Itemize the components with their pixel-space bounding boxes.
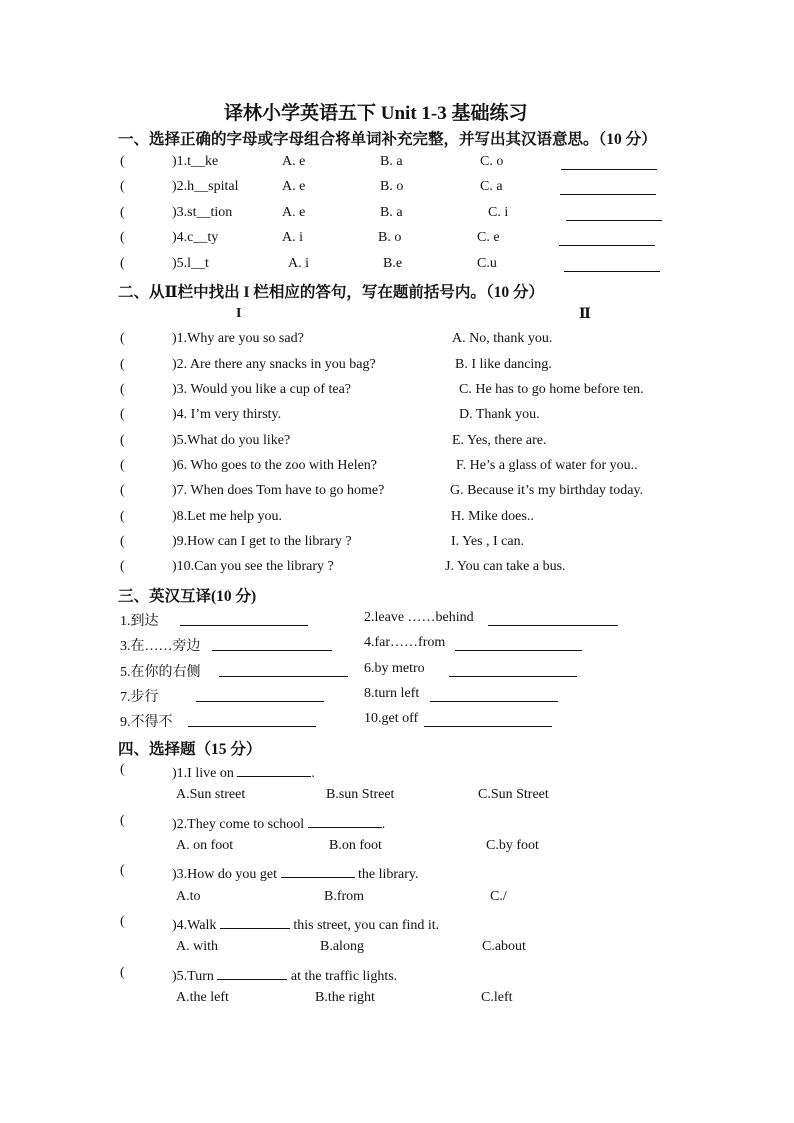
translation-item: 3.在……旁边 bbox=[120, 639, 201, 654]
answer-option: J. You can take a bus. bbox=[445, 559, 566, 574]
answer-option: A. No, thank you. bbox=[452, 331, 553, 346]
option-c: C. i bbox=[488, 205, 509, 220]
open-paren: ( bbox=[120, 914, 125, 929]
question-line bbox=[172, 914, 439, 934]
option-c: C. o bbox=[480, 154, 504, 169]
question-text: )1.I live on bbox=[172, 766, 238, 781]
column-1-header: I bbox=[236, 306, 242, 321]
translation-item: 4.far……from bbox=[364, 635, 446, 650]
question-text: )10.Can you see the library ? bbox=[172, 559, 334, 574]
option-c: C.left bbox=[481, 990, 513, 1005]
section-2-heading: 二、从Ⅱ栏中找出 I 栏相应的答句，写在题前括号内。（10 分） bbox=[118, 284, 544, 301]
open-paren: ( bbox=[120, 205, 125, 220]
question-text-end: . bbox=[311, 766, 315, 781]
option-a: A.Sun street bbox=[176, 787, 246, 802]
open-paren: ( bbox=[120, 813, 125, 828]
answer-blank[interactable] bbox=[281, 863, 355, 878]
answer-blank[interactable] bbox=[424, 712, 552, 727]
answer-blank[interactable] bbox=[188, 712, 316, 727]
open-paren: ( bbox=[120, 331, 125, 346]
column-2-header: Ⅱ bbox=[579, 307, 591, 322]
translation-item: 8.turn left bbox=[364, 686, 420, 701]
page-title: 译林小学英语五下 Unit 1-3 基础练习 bbox=[224, 103, 528, 124]
question-text: )6. Who goes to the zoo with Helen? bbox=[172, 458, 378, 473]
answer-blank[interactable] bbox=[308, 813, 382, 828]
question-text: )3.st__tion bbox=[172, 205, 233, 220]
option-c: C.u bbox=[477, 256, 497, 271]
open-paren: ( bbox=[120, 382, 125, 397]
option-a: A.to bbox=[176, 889, 201, 904]
question-line bbox=[172, 813, 385, 833]
answer-blank[interactable] bbox=[217, 965, 287, 980]
option-b: B.from bbox=[324, 889, 365, 904]
question-text: )9.How can I get to the library ? bbox=[172, 534, 352, 549]
answer-blank[interactable] bbox=[430, 687, 558, 702]
option-b: B.along bbox=[320, 939, 364, 954]
option-c: C.Sun Street bbox=[478, 787, 549, 802]
option-a: A.the left bbox=[176, 990, 229, 1005]
open-paren: ( bbox=[120, 762, 125, 777]
open-paren: ( bbox=[120, 559, 125, 574]
question-text: )5.l__t bbox=[172, 256, 209, 271]
section-1-heading: 一、选择正确的字母或字母组合将单词补充完整，并写出其汉语意思。（10 分） bbox=[118, 131, 657, 148]
open-paren: ( bbox=[120, 357, 125, 372]
answer-option: E. Yes, there are. bbox=[452, 433, 547, 448]
open-paren: ( bbox=[120, 230, 125, 245]
answer-option: B. I like dancing. bbox=[455, 357, 552, 372]
open-paren: ( bbox=[120, 965, 125, 980]
open-paren: ( bbox=[120, 509, 125, 524]
option-c: C. e bbox=[477, 230, 500, 245]
option-c: C.by foot bbox=[486, 838, 539, 853]
question-text: )4.Walk bbox=[172, 918, 220, 933]
open-paren: ( bbox=[120, 458, 125, 473]
question-text-end: at the traffic lights. bbox=[287, 969, 398, 984]
option-a: A. i bbox=[288, 256, 309, 271]
answer-blank[interactable] bbox=[196, 687, 324, 702]
open-paren: ( bbox=[120, 433, 125, 448]
option-c: C./ bbox=[490, 889, 507, 904]
translation-item: 6.by metro bbox=[364, 661, 425, 676]
question-text: )4. I’m very thirsty. bbox=[172, 407, 282, 422]
question-text-end: this street, you can find it. bbox=[289, 918, 440, 933]
question-line bbox=[172, 965, 397, 985]
answer-blank[interactable] bbox=[212, 636, 332, 651]
option-b: B.on foot bbox=[329, 838, 382, 853]
answer-blank[interactable] bbox=[455, 636, 582, 651]
question-line bbox=[172, 863, 419, 883]
question-text: )3. Would you like a cup of tea? bbox=[172, 382, 352, 397]
answer-blank[interactable] bbox=[219, 662, 348, 677]
option-b: B. a bbox=[380, 154, 403, 169]
translation-item: 9.不得不 bbox=[120, 715, 173, 730]
option-b: B. a bbox=[380, 205, 403, 220]
answer-option: C. He has to go home before ten. bbox=[459, 382, 644, 397]
question-text-end: . bbox=[381, 817, 386, 832]
option-a: A. e bbox=[282, 179, 306, 194]
open-paren: ( bbox=[120, 256, 125, 271]
section-4-heading: 四、选择题（15 分） bbox=[118, 741, 262, 758]
question-text: )4.c__ty bbox=[172, 230, 219, 245]
option-c: C. a bbox=[480, 179, 503, 194]
answer-option: I. Yes , I can. bbox=[451, 534, 525, 549]
option-a: A. i bbox=[282, 230, 303, 245]
question-text: )2.They come to school bbox=[172, 817, 308, 832]
question-text: )1.t__ke bbox=[172, 154, 219, 169]
answer-option: H. Mike does.. bbox=[451, 509, 534, 524]
answer-option: G. Because it’s my birthday today. bbox=[450, 483, 644, 498]
answer-blank[interactable] bbox=[220, 914, 290, 929]
answer-blank[interactable] bbox=[564, 257, 660, 272]
answer-blank[interactable] bbox=[566, 206, 662, 221]
option-b: B. o bbox=[378, 230, 402, 245]
answer-blank[interactable] bbox=[559, 231, 655, 246]
answer-blank[interactable] bbox=[449, 662, 577, 677]
open-paren: ( bbox=[120, 534, 125, 549]
open-paren: ( bbox=[120, 407, 125, 422]
question-text: )2.h__spital bbox=[172, 179, 239, 194]
answer-option: D. Thank you. bbox=[459, 407, 540, 422]
open-paren: ( bbox=[120, 863, 125, 878]
option-a: A. with bbox=[176, 939, 218, 954]
option-a: A. on foot bbox=[176, 838, 234, 853]
question-text: )7. When does Tom have to go home? bbox=[172, 483, 385, 498]
answer-option: F. He’s a glass of water for you.. bbox=[456, 458, 638, 473]
option-b: B.the right bbox=[315, 990, 375, 1005]
translation-item: 1.到达 bbox=[120, 614, 159, 629]
answer-blank[interactable] bbox=[560, 180, 656, 195]
open-paren: ( bbox=[120, 483, 125, 498]
open-paren: ( bbox=[120, 179, 125, 194]
question-text: )5.What do you like? bbox=[172, 433, 291, 448]
question-text-end: the library. bbox=[354, 867, 419, 882]
option-b: B.sun Street bbox=[326, 787, 395, 802]
section-3-heading: 三、英汉互译(10 分) bbox=[118, 588, 257, 605]
translation-item: 7.步行 bbox=[120, 690, 159, 705]
option-b: B. o bbox=[380, 179, 404, 194]
question-text: )3.How do you get bbox=[172, 867, 281, 882]
question-text: )1.Why are you so sad? bbox=[172, 331, 304, 346]
option-b: B.e bbox=[383, 256, 403, 271]
question-line bbox=[172, 762, 315, 782]
question-text: )5.Turn bbox=[172, 969, 218, 984]
answer-blank[interactable] bbox=[237, 762, 311, 777]
open-paren: ( bbox=[120, 154, 125, 169]
question-text: )8.Let me help you. bbox=[172, 509, 283, 524]
answer-blank[interactable] bbox=[561, 155, 657, 170]
answer-blank[interactable] bbox=[180, 611, 308, 626]
translation-item: 5.在你的右侧 bbox=[120, 665, 201, 680]
translation-item: 2.leave ……behind bbox=[364, 610, 474, 625]
option-c: C.about bbox=[482, 939, 526, 954]
option-a: A. e bbox=[282, 205, 306, 220]
answer-blank[interactable] bbox=[488, 611, 618, 626]
option-a: A. e bbox=[282, 154, 306, 169]
translation-item: 10.get off bbox=[364, 711, 419, 726]
question-text: )2. Are there any snacks in you bag? bbox=[172, 357, 376, 372]
